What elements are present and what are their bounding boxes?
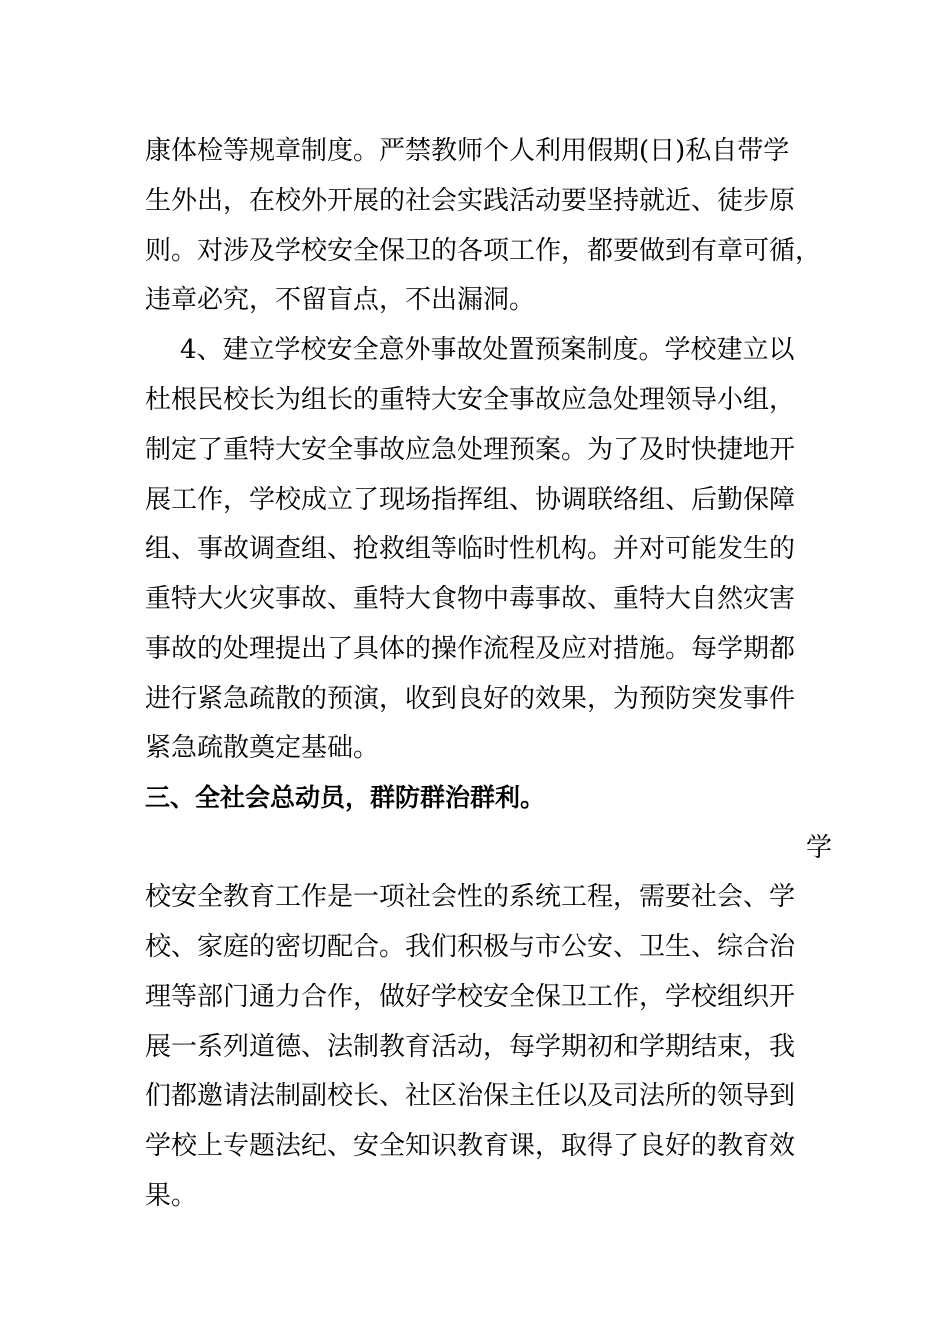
paragraph-2-line-5: 组、事故调查组、抢救组等临时性机构。并对可能发生的 bbox=[145, 534, 796, 564]
paragraph-3-line-1: 校安全教育工作是一项社会性的系统工程，需要社会、学 bbox=[145, 882, 796, 912]
paragraph-1-line-2: 生外出，在校外开展的社会实践活动要坚持就近、徒步原 bbox=[145, 186, 796, 216]
paragraph-3-line-3: 理等部门通力合作，做好学校安全保卫工作，学校组织开 bbox=[145, 982, 796, 1012]
paragraph-3-line-6: 学校上专题法纪、安全知识教育课，取得了良好的教育效 bbox=[145, 1131, 796, 1161]
paragraph-1-line-4: 违章必究，不留盲点，不出漏洞。 bbox=[145, 285, 536, 315]
paragraph-2-line-4: 展工作，学校成立了现场指挥组、协调联络组、后勤保障 bbox=[145, 485, 796, 515]
paragraph-2-line-3: 制定了重特大安全事故应急处理预案。为了及时快捷地开 bbox=[145, 435, 796, 465]
paragraph-2-line-8: 进行紧急疏散的预演，收到良好的效果，为预防突发事件 bbox=[145, 684, 796, 714]
section-heading: 三、全社会总动员，群防群治群利。 bbox=[145, 783, 546, 812]
paragraph-3-line-7: 果。 bbox=[145, 1181, 198, 1211]
paragraph-3-line-2: 校、家庭的密切配合。我们积极与市公安、卫生、综合治 bbox=[145, 932, 796, 962]
paragraph-1-line-3: 则。对涉及学校安全保卫的各项工作，都要做到有章可循， bbox=[145, 236, 822, 266]
paragraph-3-first-char: 学 bbox=[805, 833, 832, 863]
paragraph-2-line-9: 紧急疏散奠定基础。 bbox=[145, 733, 380, 763]
paragraph-2-line-1: 4、建立学校安全意外事故处置预案制度。学校建立以 bbox=[180, 335, 795, 365]
paragraph-1-line-1: 康体检等规章制度。严禁教师个人利用假期(日)私自带学 bbox=[145, 136, 790, 166]
paragraph-3-line-4: 展一系列道德、法制教育活动，每学期初和学期结束，我 bbox=[145, 1032, 796, 1062]
paragraph-2-line-6: 重特大火灾事故、重特大食物中毒事故、重特大自然灾害 bbox=[145, 584, 796, 614]
paragraph-3-line-5: 们都邀请法制副校长、社区治保主任以及司法所的领导到 bbox=[145, 1081, 796, 1111]
paragraph-2-line-7: 事故的处理提出了具体的操作流程及应对措施。每学期都 bbox=[145, 634, 796, 664]
paragraph-2-line-2: 杜根民校长为组长的重特大安全事故应急处理领导小组， bbox=[145, 385, 796, 415]
